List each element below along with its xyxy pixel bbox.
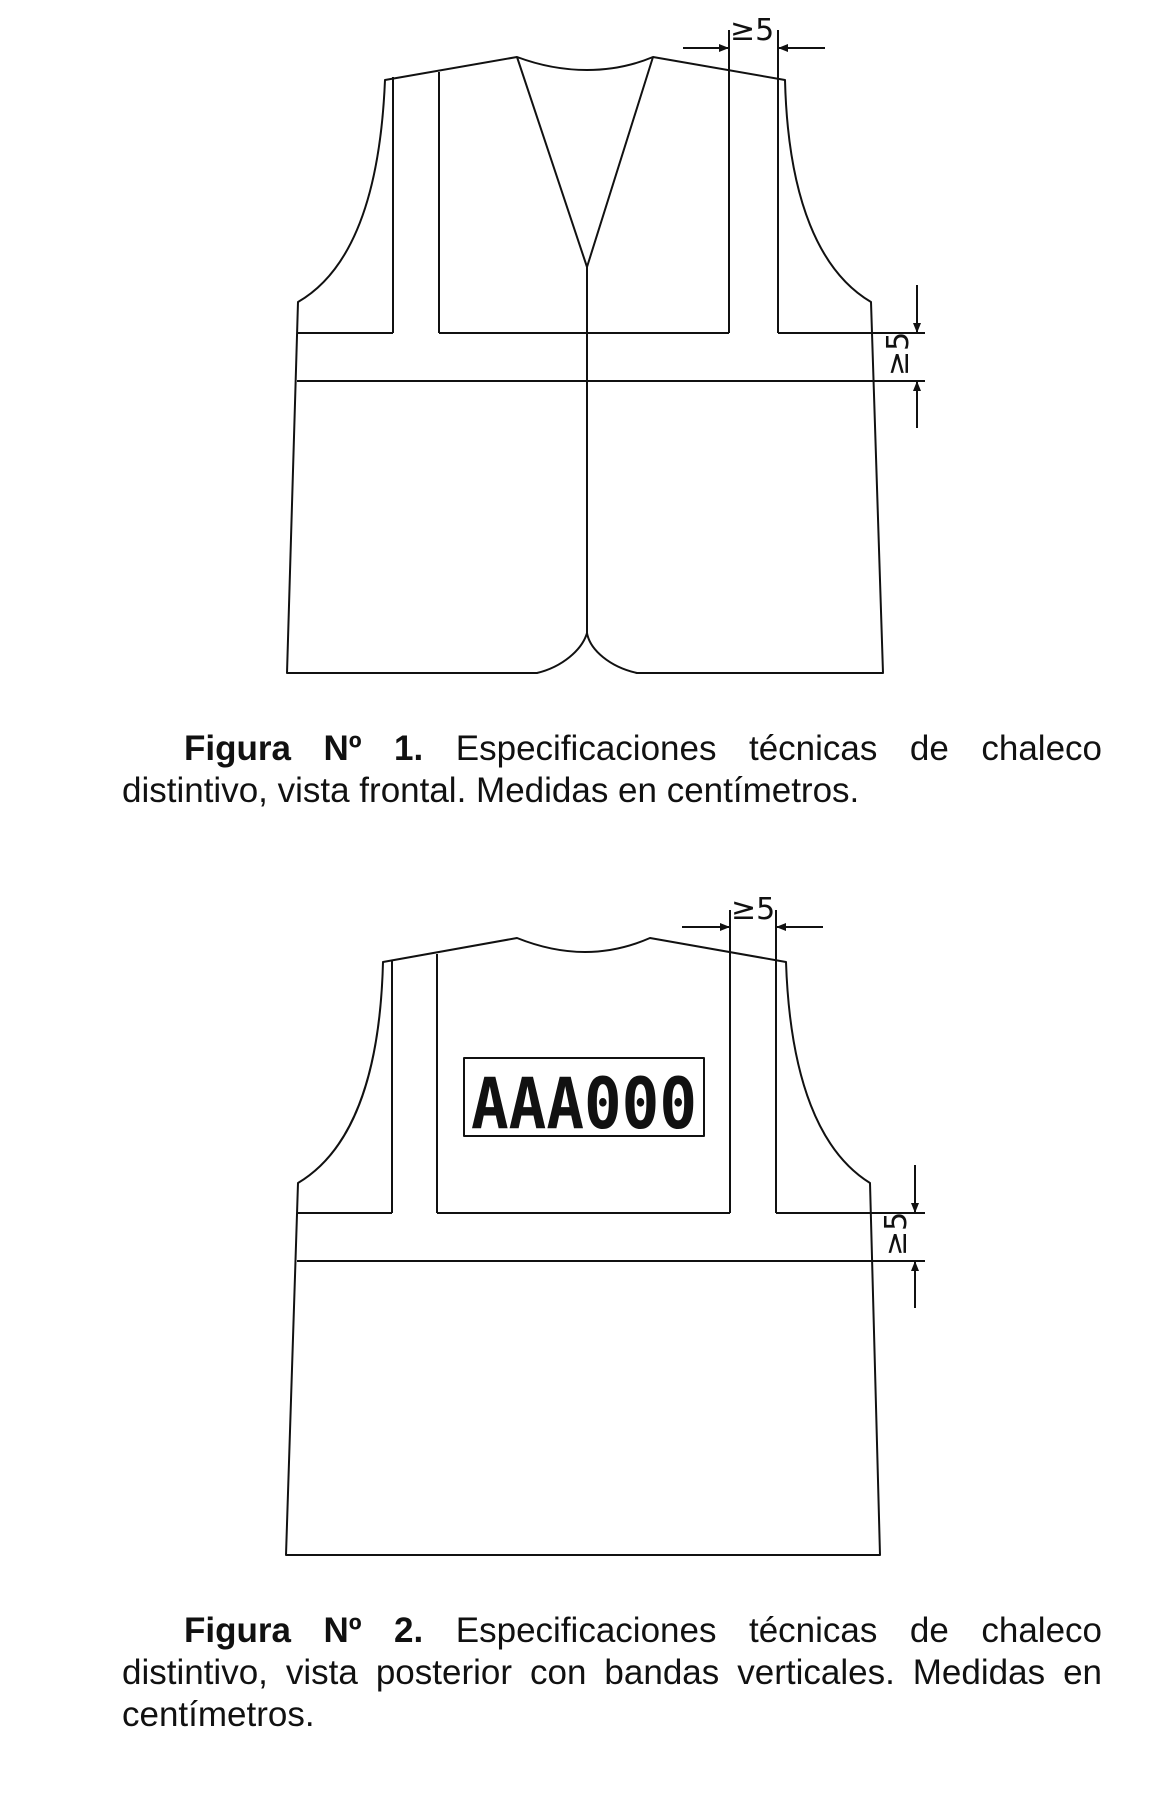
figure-back-view <box>0 880 1158 1580</box>
top-dimension-label: ≥5 <box>731 892 776 927</box>
right-dimension-label: ≥5 <box>881 331 916 376</box>
right-band <box>730 954 776 1213</box>
vest-outline <box>286 938 880 1555</box>
figure-1-label: Figura Nº 1. <box>184 729 424 768</box>
right-dimension-label: ≥5 <box>879 1211 914 1256</box>
figure-2-caption <box>122 1610 1102 1736</box>
vest-outline <box>287 57 883 673</box>
figure-1-caption <box>122 728 1102 812</box>
left-band <box>393 72 439 333</box>
vest-front-drawing <box>0 0 1158 720</box>
right-band <box>729 72 778 333</box>
figure-front-view <box>0 0 1158 810</box>
figure-2-text: Especificaciones técnicas de chaleco distintivo, vista posterior con bandas verticales. Medidas en centímetros. <box>122 1611 1102 1734</box>
v-neck <box>517 57 653 267</box>
figure-1-text: Especificaciones técnicas de chaleco distintivo, vista frontal. Medidas en centímetros. <box>122 729 1102 810</box>
vest-back-drawing <box>0 880 1158 1580</box>
left-band <box>392 954 437 1213</box>
plate-text: AAA000 <box>471 1063 697 1145</box>
figure-2-label: Figura Nº 2. <box>184 1611 424 1650</box>
top-dimension-label: ≥5 <box>730 13 775 48</box>
